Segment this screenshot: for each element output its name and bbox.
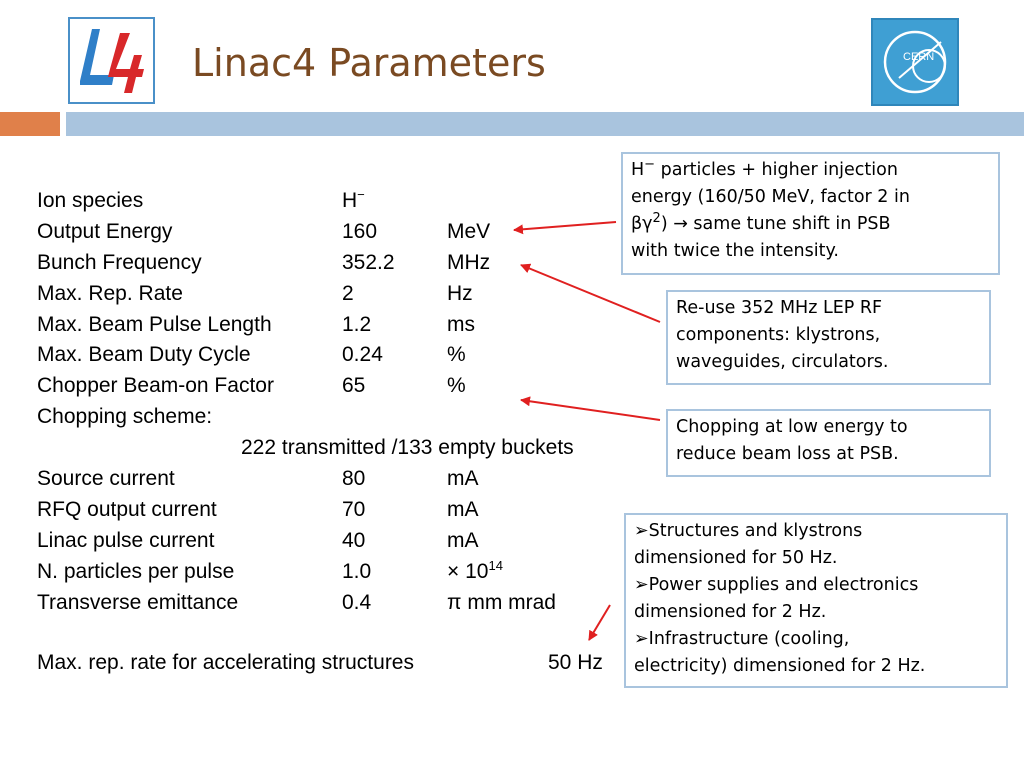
note-chopping: Chopping at low energy to reduce beam loss at PSB.: [666, 409, 991, 477]
param-unit: Hz: [447, 281, 473, 305]
param-value: 40: [342, 528, 366, 552]
param-value: 2: [342, 281, 354, 305]
list-item: ➢Infrastructure (cooling,: [634, 629, 850, 649]
arrow-bullet-icon: ➢: [634, 521, 649, 541]
chopping-detail: 222 transmitted /133 empty buckets: [241, 436, 574, 460]
param-name: Chopping scheme:: [37, 405, 213, 429]
param-unit: mA: [447, 528, 479, 552]
arrow-energy: [514, 222, 616, 230]
slide-title: Linac4 Parameters: [192, 41, 546, 85]
arrow-chopping: [521, 400, 660, 420]
param-unit: MeV: [447, 219, 491, 243]
param-unit: ms: [447, 312, 475, 336]
param-name: Linac pulse current: [37, 528, 215, 552]
ion-charge-sup: −: [357, 187, 365, 202]
arrow-bullet-icon: ➢: [634, 629, 649, 649]
param-unit: mA: [447, 497, 479, 521]
list-item: ➢Structures and klystrons: [634, 521, 863, 541]
param-unit: MHz: [447, 250, 491, 274]
cern-logo-text: CERN: [903, 51, 935, 63]
param-unit: %: [447, 343, 466, 367]
note-lep-rf: Re-use 352 MHz LEP RF components: klystrons, waveguides, circulators.: [666, 290, 991, 385]
param-value: 160: [342, 219, 378, 243]
param-name: Max. Rep. Rate: [37, 281, 183, 305]
cern-logo-graphic: [873, 20, 957, 104]
final-label: Max. rep. rate for accelerating structures: [37, 651, 414, 675]
param-name: RFQ output current: [37, 497, 217, 521]
param-name: Bunch Frequency: [37, 250, 202, 274]
param-name: Source current: [37, 467, 175, 491]
param-unit: × $10^{14}$: [447, 557, 503, 583]
param-name: Transverse emittance: [37, 590, 239, 614]
param-value: H−: [342, 187, 365, 212]
l4-logo: [68, 17, 155, 104]
param-unit: %: [447, 374, 466, 398]
param-value: 80: [342, 467, 366, 491]
header-band-blue: [66, 112, 1024, 136]
param-unit: mA: [447, 467, 479, 491]
note-dimensioning: ➢Structures and klystrons dimensioned for 50 Hz. ➢Power supplies and electronics dimensioned for 2 Hz. ➢Infrastructure (cooling, electricity) dimensioned for 2 Hz.: [624, 513, 1008, 688]
param-name: Ion species: [37, 189, 144, 212]
list-item: ➢Power supplies and electronics: [634, 575, 919, 595]
param-name: Max. Beam Pulse Length: [37, 312, 272, 336]
particles-exponent: 14: [488, 557, 503, 573]
final-value: 50 Hz: [548, 651, 603, 675]
header-band-orange: [0, 112, 60, 136]
param-value: 0.24: [342, 343, 383, 367]
param-name: Chopper Beam-on Factor: [37, 374, 274, 398]
arrow-bullet-icon: ➢: [634, 575, 649, 595]
param-value: 352.2: [342, 250, 395, 274]
param-value: 1.2: [342, 312, 372, 336]
note-h-minus: H− particles + higher injection energy (160/50 MeV, factor 2 in $\beta\gamma^2$) → same tune shift in PSB with twice the intensity.: [621, 152, 1000, 275]
arrow-rep-rate: [589, 605, 610, 640]
param-name: Output Energy: [37, 219, 173, 243]
param-name: Max. Beam Duty Cycle: [37, 343, 251, 367]
cern-logo: [871, 18, 959, 106]
l4-logo-graphic: [70, 19, 153, 102]
param-unit: π mm mrad: [447, 590, 556, 614]
param-name: N. particles per pulse: [37, 559, 235, 583]
param-value: 1.0: [342, 559, 372, 583]
param-value: 65: [342, 374, 366, 398]
param-value: 70: [342, 497, 366, 521]
param-value: 0.4: [342, 590, 372, 614]
